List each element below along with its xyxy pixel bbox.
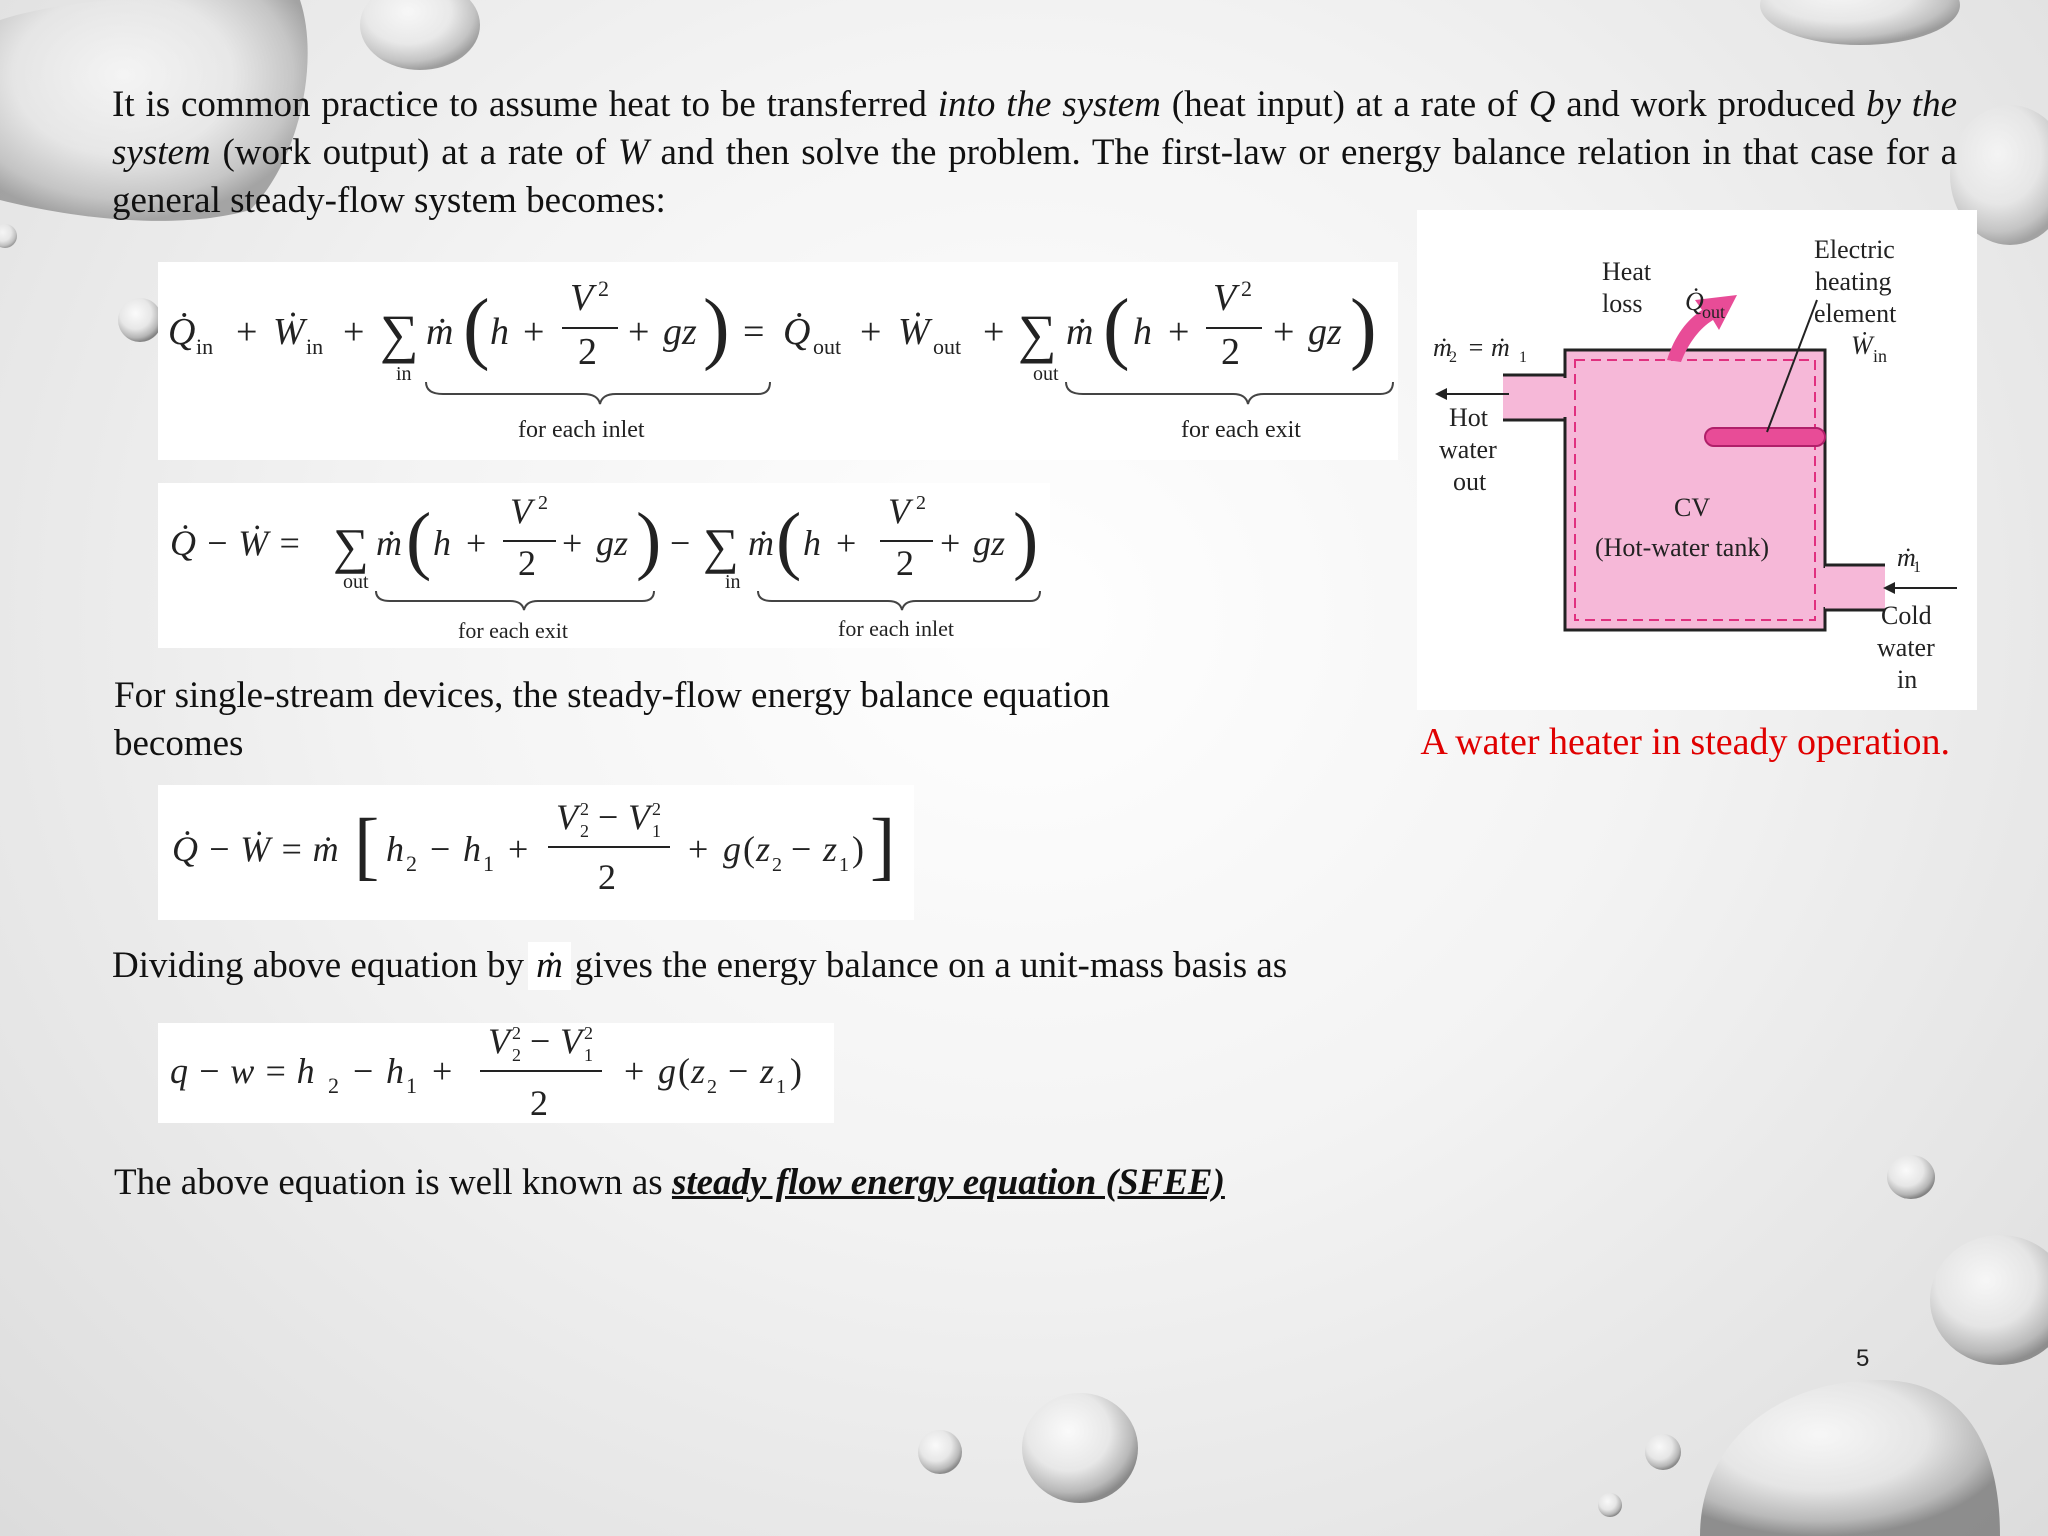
svg-text:2: 2 (328, 1073, 339, 1098)
svg-text:1: 1 (406, 1073, 417, 1098)
svg-text:): ) (1350, 284, 1377, 372)
svg-text:+: + (1273, 311, 1295, 353)
svg-text:=: = (743, 311, 765, 353)
svg-text:−: − (530, 1023, 551, 1061)
svg-text:V: V (510, 491, 532, 531)
svg-text:heating: heating (1815, 267, 1892, 296)
brace-exit (1066, 382, 1393, 404)
droplet-bottom-center (1022, 1393, 1138, 1503)
svg-text:1: 1 (1913, 559, 1921, 576)
svg-text:1: 1 (483, 851, 494, 876)
svg-text:Q̇ − Ẇ = ṁ: Q̇ − Ẇ = ṁ (172, 829, 339, 869)
svg-text:+: + (1168, 311, 1190, 353)
svg-text:2: 2 (772, 854, 782, 876)
svg-text:out: out (1453, 467, 1487, 496)
svg-text:out: out (933, 334, 962, 359)
svg-text:(: ( (678, 1051, 690, 1091)
svg-text:out: out (1702, 302, 1726, 322)
heat-work-energy-balance-equation (158, 483, 1050, 648)
svg-text:out: out (343, 571, 369, 593)
svg-text:ṁ: ṁ (1066, 311, 1094, 353)
svg-text:2: 2 (598, 857, 616, 897)
svg-text:Ẇ: Ẇ (1851, 331, 1873, 360)
svg-text:∑: ∑ (380, 304, 419, 364)
svg-text:2: 2 (538, 492, 548, 514)
droplet-top-center (360, 0, 480, 70)
svg-text:V: V (488, 1023, 510, 1061)
svg-text:∑: ∑ (333, 518, 369, 574)
sfee-term: steady flow energy equation (SFEE) (671, 1162, 1225, 1203)
droplet-bottom-small-1 (918, 1430, 962, 1474)
svg-text:in: in (396, 363, 412, 385)
svg-text:gz: gz (596, 523, 629, 563)
diagram-caption: A water heater in steady operation. (1420, 721, 1950, 763)
svg-text:2: 2 (580, 821, 589, 841)
svg-text:−: − (791, 829, 812, 869)
svg-text:h: h (386, 829, 404, 869)
intro-paragraph: It is common practice to assume heat to be transferred into the system (heat input) at a rate of Q and work produced by the system (work output) at a rate of W and then solve the problem. The first-law or energy balance relation in that case for a general steady-flow system becomes: (112, 84, 1958, 221)
svg-text:+: + (236, 311, 258, 353)
svg-text:for each inlet: for each inlet (518, 417, 645, 443)
svg-text:V: V (556, 797, 578, 837)
svg-text:1: 1 (839, 854, 849, 876)
svg-text:−: − (430, 829, 451, 869)
svg-text:1: 1 (1519, 349, 1527, 366)
svg-text:(: ( (406, 498, 432, 582)
svg-text:in: in (306, 334, 324, 359)
svg-text:h: h (803, 523, 821, 563)
svg-text:in: in (1897, 665, 1918, 694)
droplet-right-mid (1887, 1155, 1935, 1199)
svg-text:2: 2 (518, 543, 536, 583)
svg-text:∑: ∑ (703, 518, 739, 574)
svg-text:gz: gz (973, 523, 1006, 563)
svg-text:h: h (1133, 311, 1152, 353)
svg-text:h: h (386, 1051, 404, 1091)
droplet-bottom-right-blob (1700, 1380, 2000, 1536)
svg-text:Q̇ − Ẇ =: Q̇ − Ẇ = (170, 523, 302, 563)
svg-text:+: + (940, 523, 961, 563)
hot-water-tank (1565, 350, 1825, 630)
svg-text:): ) (790, 1051, 802, 1091)
svg-text:2: 2 (652, 799, 661, 819)
svg-text:+: + (508, 829, 529, 869)
svg-text:Heat: Heat (1602, 257, 1652, 286)
svg-text:element: element (1814, 299, 1897, 328)
svg-text:for each exit: for each exit (458, 618, 568, 643)
svg-text:ṁ: ṁ (1897, 543, 1916, 572)
svg-text:1: 1 (776, 1076, 786, 1098)
sfee-paragraph: The above equation is well known as steady flow energy equation (SFEE) (114, 1162, 1225, 1203)
svg-text:2: 2 (1449, 349, 1457, 366)
svg-text:ṁ: ṁ (376, 523, 402, 563)
svg-text:+: + (688, 829, 709, 869)
droplet-bottom-right-large (1930, 1235, 2048, 1365)
svg-text:h: h (433, 523, 451, 563)
svg-text:for each inlet: for each inlet (838, 616, 955, 641)
svg-text:ṁ: ṁ (1433, 333, 1452, 362)
single-stream-paragraph: For single-stream devices, the steady-flow energy balance equation becomes (114, 675, 1110, 764)
svg-text:): ) (636, 498, 662, 582)
svg-text:2: 2 (578, 331, 597, 373)
svg-text:V: V (628, 797, 650, 837)
heating-element (1705, 428, 1825, 446)
svg-text:+: + (836, 523, 857, 563)
svg-text:+: + (343, 311, 365, 353)
svg-text:q − w = h: q − w = h (170, 1051, 315, 1091)
svg-text:(Hot-water tank): (Hot-water tank) (1595, 533, 1769, 562)
svg-text:Electric: Electric (1814, 235, 1895, 264)
svg-text:2: 2 (512, 1023, 521, 1043)
svg-text:out: out (813, 334, 842, 359)
svg-text:[: [ (354, 804, 380, 888)
svg-text:−: − (353, 1051, 374, 1091)
svg-text:for each exit: for each exit (1181, 417, 1301, 443)
svg-text:g: g (723, 829, 741, 869)
svg-text:in: in (725, 571, 741, 593)
droplet-bottom-small-2 (1645, 1434, 1681, 1470)
svg-text:+: + (624, 1051, 645, 1091)
svg-text:= ṁ: = ṁ (1467, 333, 1510, 362)
svg-text:2: 2 (1221, 331, 1240, 373)
svg-text:V: V (570, 277, 594, 319)
svg-text:gz: gz (1308, 311, 1342, 353)
svg-text:loss: loss (1602, 289, 1643, 318)
brace-inlet-2 (758, 591, 1040, 610)
single-stream-energy-equation (158, 785, 914, 920)
svg-text:1: 1 (584, 1045, 593, 1065)
svg-text:): ) (703, 284, 730, 372)
svg-text:(: ( (743, 829, 755, 869)
svg-text:+: + (432, 1051, 453, 1091)
water-heater-diagram (1417, 210, 1977, 710)
svg-text:V: V (1213, 277, 1237, 319)
svg-text:ṁ: ṁ (426, 311, 454, 353)
svg-text:+: + (466, 523, 487, 563)
cold-water-inlet-pipe (1825, 565, 1885, 610)
svg-text:]: ] (870, 804, 896, 888)
svg-text:2: 2 (406, 851, 417, 876)
svg-text:+: + (860, 311, 882, 353)
svg-text:): ) (1013, 498, 1039, 582)
svg-text:z: z (691, 1051, 706, 1091)
svg-text:+: + (562, 523, 583, 563)
svg-text:Q̇: Q̇ (1685, 287, 1704, 316)
svg-text:−: − (670, 523, 691, 563)
svg-text:Ẇ: Ẇ (273, 311, 305, 353)
svg-text:V: V (888, 491, 910, 531)
svg-text:(: ( (776, 498, 802, 582)
svg-text:CV: CV (1674, 493, 1711, 522)
svg-text:Cold: Cold (1881, 601, 1932, 630)
unit-mass-energy-equation (158, 1023, 834, 1123)
svg-text:−: − (728, 1051, 749, 1091)
brace-exit-2 (376, 591, 654, 610)
droplet-bottom-small-3 (1598, 1493, 1622, 1517)
svg-text:): ) (852, 829, 864, 869)
droplet-left-small (118, 298, 162, 342)
svg-text:1: 1 (652, 821, 661, 841)
svg-text:2: 2 (530, 1083, 548, 1123)
svg-text:−: − (598, 797, 619, 837)
svg-text:ṁ: ṁ (748, 523, 774, 563)
svg-text:h: h (490, 311, 509, 353)
svg-text:Q̇: Q̇ (783, 311, 811, 353)
svg-text:(: ( (1103, 284, 1130, 372)
svg-text:+: + (523, 311, 545, 353)
svg-text:g: g (658, 1051, 676, 1091)
svg-text:z: z (760, 1051, 775, 1091)
svg-text:2: 2 (512, 1045, 521, 1065)
svg-text:(: ( (463, 284, 490, 372)
droplet-left-tiny (0, 224, 17, 248)
svg-text:z: z (756, 829, 771, 869)
svg-text:h: h (463, 829, 481, 869)
svg-text:2: 2 (598, 276, 609, 301)
svg-text:in: in (1873, 346, 1888, 366)
svg-text:in: in (196, 334, 214, 359)
droplet-top-right (1760, 0, 1960, 45)
mdot-symbol: ṁ (528, 942, 571, 990)
svg-text:Ẇ: Ẇ (898, 311, 930, 353)
svg-text:2: 2 (1241, 276, 1252, 301)
svg-text:∑: ∑ (1018, 304, 1057, 364)
page-number: 5 (1856, 1345, 1870, 1372)
dividing-paragraph: Dividing above equation by ṁ gives the energy balance on a unit-mass basis as (112, 942, 1287, 990)
svg-text:Hot: Hot (1449, 403, 1488, 432)
svg-text:+: + (983, 311, 1005, 353)
svg-text:2: 2 (707, 1076, 717, 1098)
brace-inlet (426, 382, 770, 404)
svg-text:2: 2 (896, 543, 914, 583)
svg-text:2: 2 (916, 492, 926, 514)
hot-water-outlet-pipe (1503, 375, 1565, 420)
svg-text:z: z (823, 829, 838, 869)
svg-text:+: + (628, 311, 650, 353)
svg-text:V: V (560, 1023, 582, 1061)
svg-text:2: 2 (584, 1023, 593, 1043)
svg-text:out: out (1033, 363, 1059, 385)
svg-text:gz: gz (663, 311, 697, 353)
svg-text:water: water (1439, 435, 1497, 464)
svg-text:Q̇: Q̇ (168, 311, 196, 353)
general-energy-balance-equation (158, 262, 1398, 460)
svg-text:2: 2 (580, 799, 589, 819)
svg-text:water: water (1877, 633, 1935, 662)
